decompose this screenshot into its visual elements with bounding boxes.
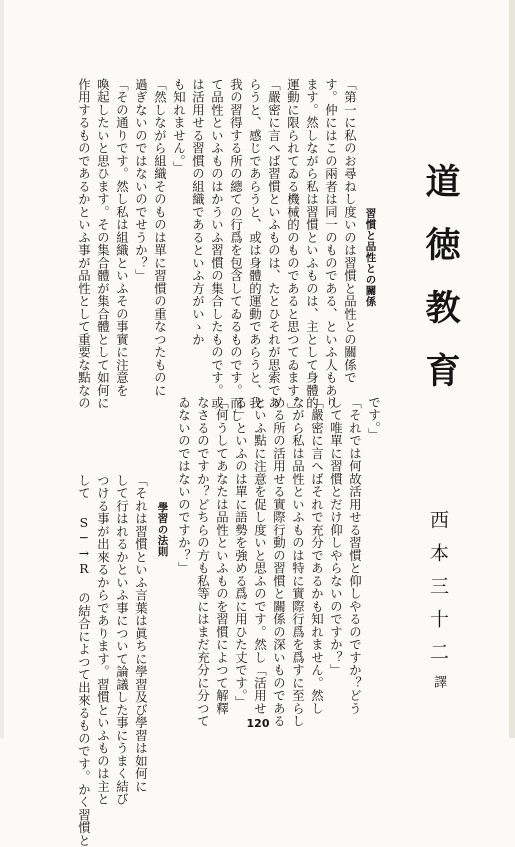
author-name-text: 西本三十二	[427, 510, 449, 675]
page-edge-right	[509, 0, 515, 738]
text-column: 「然しながら組織そのものは單に習慣の重なつたものに	[152, 78, 168, 397]
text-column: す。仲にはこの兩者は同一のものである、といふ人もあり	[323, 78, 339, 410]
text-column: らうと、感じであらうと、或は身體的運動であらうと、我	[247, 78, 263, 410]
text-column: 「嚴密に言へばそれで充分であるかも知れません。然し	[309, 396, 325, 715]
text-column: 「嚴密に言へば習慣といふものは、たとひそれが思索であ	[266, 78, 282, 410]
author-name	[428, 510, 447, 688]
translator-mark: 譯	[431, 675, 446, 688]
text-column: 作用するものであるかといふ事が品性として重要な點なの	[76, 78, 92, 410]
text-column: て品性といふものはかういふ習慣の集合したものです。或	[209, 78, 225, 410]
text-column: 我の習得する所の總ての行爲を包含してゐるものです。而し	[228, 78, 244, 423]
text-column: は活用せる習慣の組織であるといふ方がいゝか	[190, 78, 206, 346]
text-column: です。」	[366, 396, 382, 441]
section-heading: 習慣と品性との關係	[364, 208, 377, 307]
page-edge-left	[0, 0, 4, 738]
article-title: 道徳教育	[420, 163, 460, 415]
text-column: ながら私は品性といふものは特に實際行爲を爲すに至らし	[290, 396, 306, 728]
text-column: ゐないのではないのですか？」	[176, 396, 192, 575]
text-column: 「第一に私のお尋ねし度いのは習慣と品性との關係で	[342, 78, 358, 384]
text-column: して唯單に習慣とだけ仰しやらないのですか？」	[328, 396, 344, 677]
text-column: 運動に限られてゐる機械的のものであると思つてゐます。」	[285, 78, 301, 417]
text-column: める所の活用せる實際行動の習慣と關係の深いものである	[271, 396, 287, 728]
text-column: 「それでは何故活用せる習慣と仰しやるのですか？どう	[347, 396, 363, 715]
text-column: 過ぎないのではないのでせうか？」	[133, 78, 149, 282]
section-heading: 學習の法則	[156, 502, 169, 557]
text-column: も知れません。」	[171, 78, 187, 174]
text-column: ます。然しながら私は習慣といふものは、主として身體的	[304, 78, 320, 410]
text-column: つける事が出來るからであります。習慣といふものは主と	[95, 474, 111, 806]
text-column: して S─→R の結合によつて出來るものです。かく習慣と	[76, 474, 92, 847]
text-column: なさるのですか？どちらの方も私等にはまだ充分に分つて	[195, 396, 211, 728]
text-column: して行はれるかといふ事について論議した事にうまく結び	[114, 474, 130, 806]
text-column: る」といふのは單に語勢を強める爲に用ひた丈です。」	[233, 396, 249, 709]
text-column: 喚起したいと思ひます。その集合體が集合體として如何に	[95, 78, 111, 410]
page-number: 120	[246, 717, 270, 730]
text-column: 「それは習慣といふ言葉は眞ちに學習及び學習は如何に	[133, 474, 149, 793]
text-column: といふ點に注意を促し度いと思ふのです。然し「活用せ	[252, 396, 268, 715]
text-column: 「何うしてあなたは品性といふものを習慣によつて解釋	[214, 396, 230, 715]
text-column: 「その通りです。然し私は組織といふその事實に注意を	[114, 78, 130, 397]
